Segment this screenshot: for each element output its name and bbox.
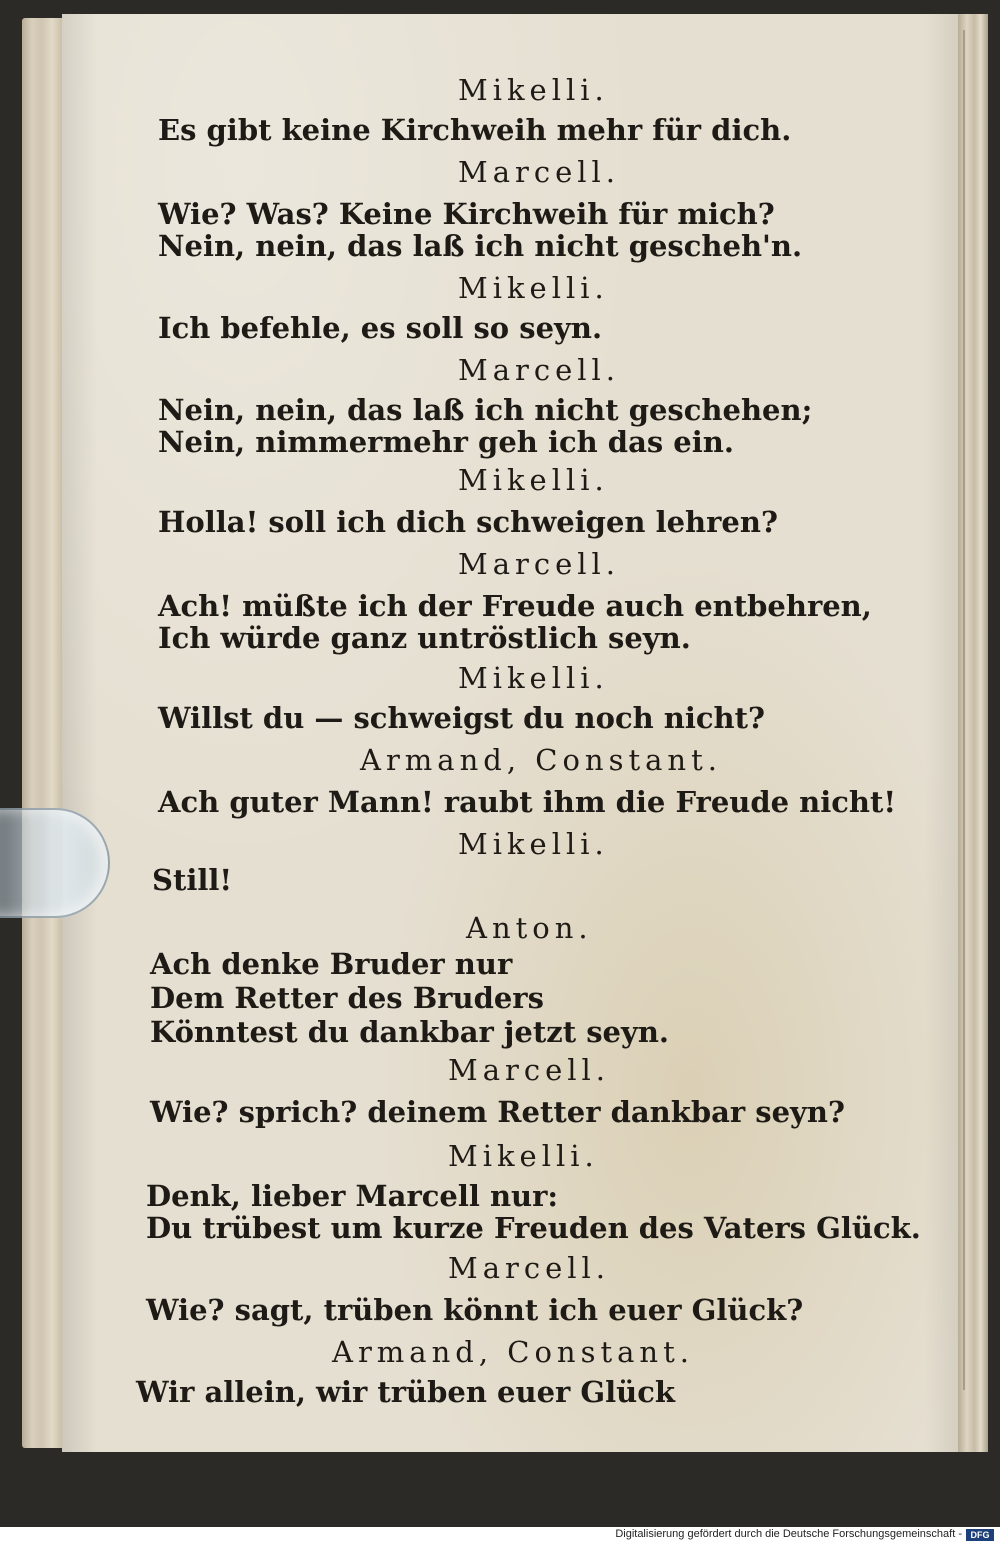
verse-line: Ich würde ganz untröstlich seyn. — [158, 621, 691, 655]
speaker-heading: Marcell. — [458, 547, 621, 581]
speaker-heading: Marcell. — [448, 1251, 611, 1285]
verse-line: Ach! müßte ich der Freude auch entbehren, — [158, 589, 872, 623]
verse-line: Nein, nimmermehr geh ich das ein. — [158, 425, 734, 459]
speaker-heading: Mikelli. — [458, 827, 609, 861]
verse-line: Nein, nein, das laß ich nicht gescheh'n. — [158, 229, 803, 263]
page-text — [70, 58, 950, 1428]
verse-line: Holla! soll ich dich schweigen lehren? — [158, 505, 778, 539]
speaker-heading: Armand, Constant. — [332, 1335, 694, 1369]
speaker-heading: Mikelli. — [458, 661, 609, 695]
verse-line: Es gibt keine Kirchweih mehr für dich. — [158, 113, 792, 147]
verse-line: Ach denke Bruder nur — [150, 947, 513, 981]
speaker-heading: Armand, Constant. — [360, 743, 722, 777]
verse-line: Wir allein, wir trüben euer Glück — [136, 1375, 676, 1409]
verse-line: Ach guter Mann! raubt ihm die Freude nicht! — [158, 785, 897, 819]
verse-line: Still! — [152, 863, 233, 897]
verse-line: Willst du — schweigst du noch nicht? — [158, 701, 766, 735]
verse-line: Wie? Was? Keine Kirchweih für mich? — [158, 197, 775, 231]
verse-line: Dem Retter des Bruders — [150, 981, 544, 1015]
speaker-heading: Anton. — [466, 911, 593, 945]
speaker-heading: Mikelli. — [448, 1139, 599, 1173]
footer-credit: Digitalisierung gefördert durch die Deutsche Forschungsgemeinschaft - — [615, 1528, 962, 1540]
verse-line: Wie? sprich? deinem Retter dankbar seyn? — [150, 1095, 845, 1129]
footer-bar — [0, 1527, 1000, 1545]
verse-line: Du trübest um kurze Freuden des Vaters Glück. — [146, 1211, 921, 1245]
speaker-heading: Marcell. — [448, 1053, 611, 1087]
binding-thread — [963, 30, 965, 1390]
dfg-logo: DFG — [966, 1529, 994, 1541]
verse-line: Wie? sagt, trüben könnt ich euer Glück? — [146, 1293, 804, 1327]
verse-line: Denk, lieber Marcell nur: — [146, 1179, 559, 1213]
verse-line: Ich befehle, es soll so seyn. — [158, 311, 603, 345]
speaker-heading: Marcell. — [458, 353, 621, 387]
verse-line: Nein, nein, das laß ich nicht geschehen; — [158, 393, 813, 427]
speaker-heading: Mikelli. — [458, 463, 609, 497]
speaker-heading: Mikelli. — [458, 73, 609, 107]
speaker-heading: Marcell. — [458, 155, 621, 189]
speaker-heading: Mikelli. — [458, 271, 609, 305]
verse-line: Könntest du dankbar jetzt seyn. — [150, 1015, 669, 1049]
